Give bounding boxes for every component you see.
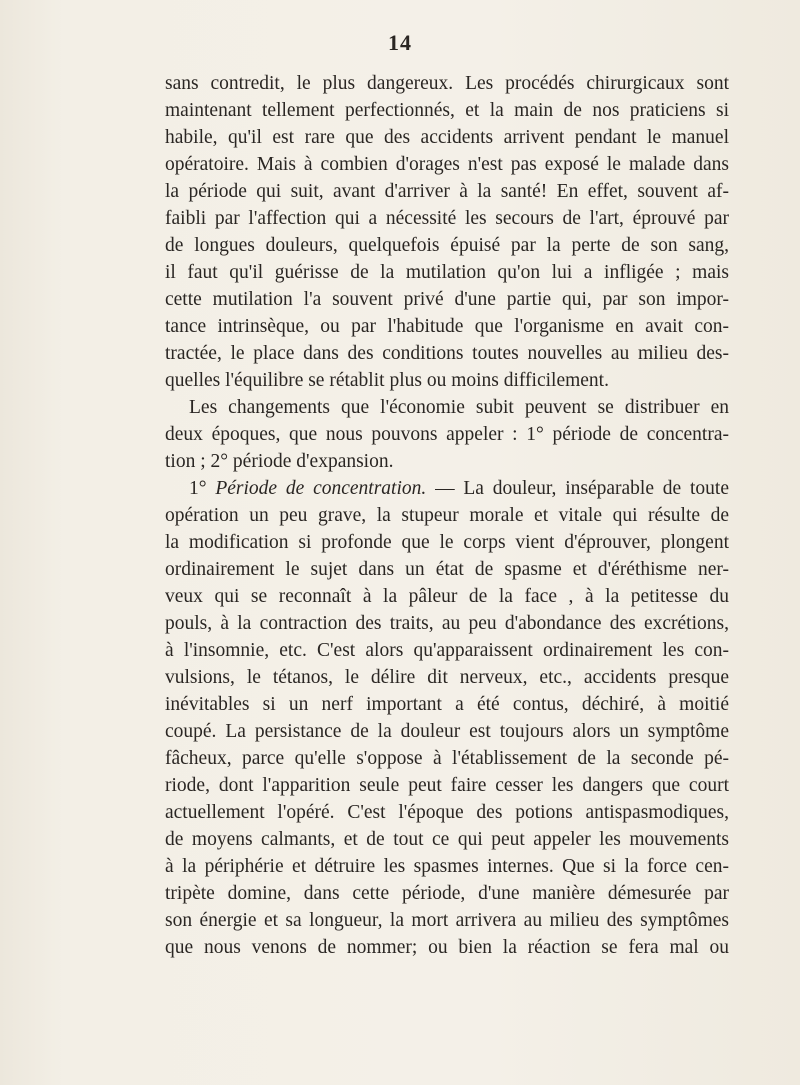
text-line: ordinairement le sujet dans un état de spasme et d'éréthisme ner-: [165, 559, 729, 580]
text-line: veux qui se reconnaît à la pâleur de la face , à la petitesse du: [165, 586, 729, 607]
text-line: maintenant tellement perfectionnés, et la main de nos praticiens si: [165, 100, 729, 121]
text-line: la période qui suit, avant d'arriver à la santé! En effet, souvent af-: [165, 181, 729, 202]
text-line: tractée, le place dans des conditions toutes nouvelles au milieu des-: [165, 343, 729, 364]
body-text: [165, 70, 729, 961]
text-line: inévitables si un nerf important a été contus, déchiré, à moitié: [165, 694, 729, 715]
section-heading: Période de concentration.: [215, 478, 427, 499]
text-line: coupé. La persistance de la douleur est toujours alors un symptôme: [165, 721, 729, 742]
text-line: son énergie et sa longueur, la mort arrivera au milieu des symptômes: [165, 910, 729, 931]
text-line: vulsions, le tétanos, le délire dit nerveux, etc., accidents presque: [165, 667, 729, 688]
text-line: opération un peu grave, la stupeur morale et vitale qui résulte de: [165, 505, 729, 526]
text-line: pouls, à la contraction des traits, au peu d'abondance des excrétions,: [165, 613, 729, 634]
text-line: à l'insomnie, etc. C'est alors qu'apparaissent ordinairement les con-: [165, 640, 729, 661]
page-number: 14: [388, 30, 412, 55]
text-line: riode, dont l'apparition seule peut faire cesser les dangers que court: [165, 775, 729, 796]
text-line: sans contredit, le plus dangereux. Les procédés chirurgicaux sont: [165, 73, 729, 94]
text-line: opératoire. Mais à combien d'orages n'est pas exposé le malade dans: [165, 154, 729, 175]
text-line: [165, 475, 729, 502]
text-line: il faut qu'il guérisse de la mutilation qu'on lui a infligée ; mais: [165, 262, 729, 283]
text-line: tance intrinsèque, ou par l'habitude que l'organisme en avait con-: [165, 316, 729, 337]
text-line: cette mutilation l'a souvent privé d'une partie qui, par son impor-: [165, 289, 729, 310]
text-line: de longues douleurs, quelquefois épuisé par la perte de son sang,: [165, 235, 729, 256]
text-line: tripète domine, dans cette période, d'une manière démesurée par: [165, 883, 729, 904]
text-line: actuellement l'opéré. C'est l'époque des potions antispasmodiques,: [165, 802, 729, 823]
text-line: à la périphérie et détruire les spasmes internes. Que si la force cen-: [165, 856, 729, 877]
text-line: Les changements que l'économie subit peuvent se distribuer en: [189, 397, 729, 418]
text-line: fâcheux, parce qu'elle s'oppose à l'établissement de la seconde pé-: [165, 748, 729, 769]
text-line: la modification si profonde que le corps vient d'éprouver, plongent: [165, 532, 729, 553]
section-number: 1°: [189, 478, 216, 499]
text-line: de moyens calmants, et de tout ce qui peut appeler les mouvements: [165, 829, 729, 850]
text-line: deux époques, que nous pouvons appeler : 1° période de concentra-: [165, 424, 729, 445]
text-line: habile, qu'il est rare que des accidents arrivent pendant le manuel: [165, 127, 729, 148]
text-line: tion ; 2° période d'expansion.: [165, 451, 394, 472]
text-line: quelles l'équilibre se rétablit plus ou moins difficilement.: [165, 370, 609, 391]
text-line: que nous venons de nommer; ou bien la réaction se fera mal ou: [165, 937, 729, 958]
text-line: faibli par l'affection qui a nécessité les secours de l'art, éprouvé par: [165, 208, 729, 229]
section-text: — La douleur, inséparable de toute: [426, 478, 729, 499]
